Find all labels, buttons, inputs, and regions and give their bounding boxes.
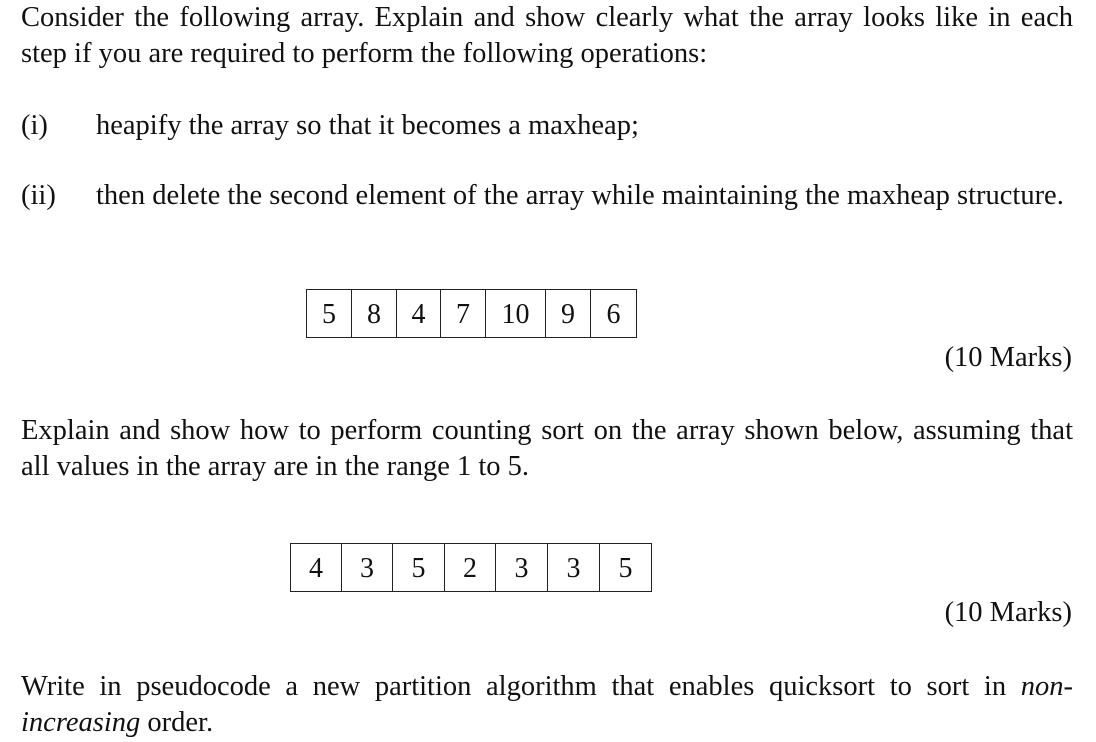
item-i-text: heapify the array so that it becomes a maxheap; — [96, 110, 639, 141]
item-i-label: (i) — [21, 110, 48, 141]
array-cell: 4 — [291, 544, 342, 591]
array-cell: 3 — [496, 544, 548, 591]
array-cell: 6 — [606, 298, 621, 330]
question-3-text-end: order. — [140, 707, 214, 738]
array-cell: 9 — [546, 290, 591, 337]
question-3-emphasis: non-increasing — [21, 671, 1073, 738]
question-2-intro: Explain and show how to perform counting sort on the array shown below, assuming that all values in the array are in the range 1 to 5. — [21, 415, 1073, 482]
item-ii-text: then delete the second element of the array while maintaining the maxheap structure. — [96, 180, 1064, 211]
array-cell: 5 — [307, 290, 352, 337]
heap-array — [306, 289, 637, 338]
question-1-intro: Consider the following array. Explain and show clearly what the array looks like in each step if you are required to perform the following operations: — [21, 2, 1073, 69]
array-cell: 3 — [342, 544, 393, 591]
array-cell: 5 — [393, 544, 445, 591]
question-3-intro — [21, 669, 1073, 741]
question-3-text-start: Write in pseudocode a new partition algorithm that enables quicksort to sort in — [21, 671, 1021, 702]
array-cell: 4 — [397, 290, 441, 337]
array-cell: 7 — [441, 290, 486, 337]
array-cell: 2 — [445, 544, 496, 591]
array-cell: 5 — [618, 552, 633, 584]
question-2-marks: (10 Marks) — [944, 597, 1072, 628]
array-cell: 8 — [352, 290, 397, 337]
counting-sort-array — [290, 543, 652, 592]
array-cell: 3 — [548, 544, 600, 591]
array-cell: 10 — [486, 290, 546, 337]
question-1-marks: (10 Marks) — [944, 342, 1072, 373]
item-ii-label: (ii) — [21, 180, 56, 211]
